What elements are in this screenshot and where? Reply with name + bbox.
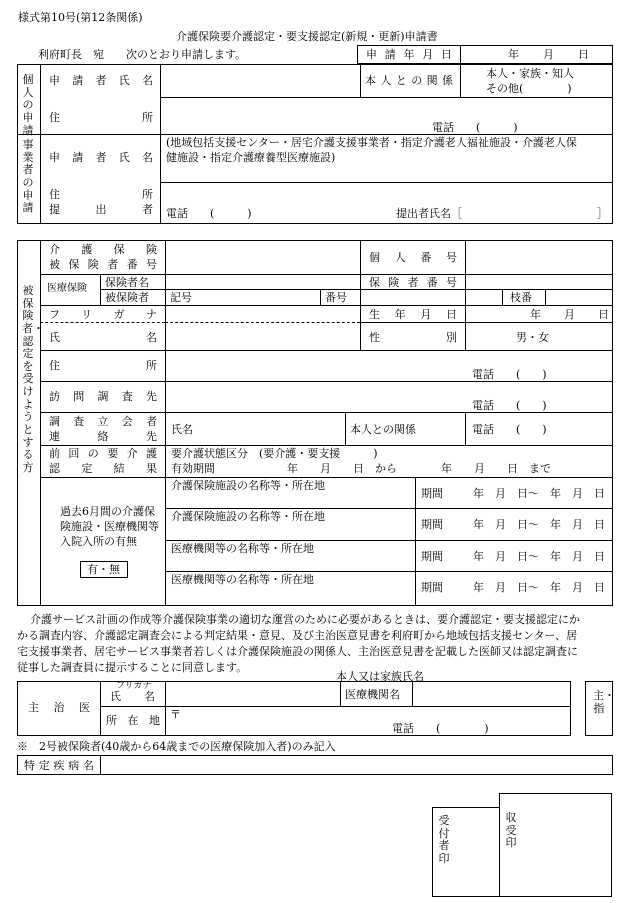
medical-insurance-label: 医療保険	[47, 283, 87, 294]
business-application-label: 事業者の申請	[22, 138, 34, 215]
receipt-label: 収受印	[505, 811, 517, 850]
doctor-label: 主治医	[28, 701, 90, 714]
relation-label: 本人との関係	[365, 74, 453, 87]
individual-application-label: 個人の申請	[22, 73, 34, 137]
sex-options: 男・女	[516, 331, 549, 344]
postal-mark: 〒	[170, 708, 181, 721]
submitter-name-label: 提出者氏名［	[396, 207, 462, 220]
application-form-page: 様式第10号(第12条関係) 介護保険要介護認定・要支援認定(新規・更新)申請書 利府町長 宛 次のとおり申請します。 申請年月日 年 月 日 個人の申請 申請者氏名 本人との関係 本人・家族・知人 その他( ) 住所 電話 ( ) 事業者の申請 申請者氏名 (地域包括支援センター・居宅介護支援事業者・指定介護老人福祉施設・介護老人保 健施設・指定介護療養型医療施設) 住所 提出者 電話 ( ) 提出者氏名［ ］ 被保険者・認定を受けようとする方 介護保険 被保険者番号 個人番号 医療保険 保険者名 保険者番号 被保険者 記号 番号 枝番 フリガナ 生年月日 年 月 日 氏名 性別 男・女 住所 電話 ( ) 訪問調査先 電話 ( ) 調査立会者 連絡先 氏名 本人との関係 電話 ( ) 前回の要介護 認定結果 要介護状態区分 (要介護・要支援 ) 有効期間 年 月 日 から 年 月 日 まで 過去6月間の介護保 険施設・医療機関等 入院入所の有無 有・無 介護保険施設の名称等・所在地 期間 年 月 日～ 年 月 日 介護保険施設の名称等・所在地 期間 年 月 日～ 年 月 日 医療機関等の名称等・所在地 期間 年 月 日～ 年 月 日 医療機関等の名称等・所在地 期間 年 月 日～ 年 月 日 介護サービス計画の作成等介護保険事業の適切な運営のために必要があるときは、要介護認定・要支援認定にか かる調査内容、介護認定調査会による判定結果・意見、及び主治医意見書を利府町から地域包括支援センター、居 宅支援事業者、居宅サービス事業者若しくは介護保険施設の関係人、主治医意見書を記載した医師又は認定調査に 従事した調査員に提示することに同意します。 本人又は家族氏名 主治医 フリガナ 氏名 医療機関名 所在地 〒 電話 ( ) 主・指 ※ 2号被保険者(40歳から64歳までの医療保険加入者)のみ記入 特定疾病名 受付者印 収受印	[0, 0, 630, 903]
personal-number-label: 個人番号	[369, 251, 457, 264]
form-number: 様式第10号(第12条関係)	[18, 11, 143, 24]
submitter-label: 提出者	[49, 203, 153, 216]
signature-label: 本人又は家族氏名	[336, 670, 424, 683]
business-phone: 電話 ( )	[166, 207, 252, 220]
name-ruby: フリガナ	[116, 681, 152, 691]
history-yes-no: 有・無	[87, 563, 120, 576]
consent-text-1: 介護サービス計画の作成等介護保険事業の適切な運営のために必要があるときは、要介護認定・要支援認定にか	[30, 613, 580, 626]
consent-text-2: かる調査内容、介護認定調査会による判定結果・意見、及び主治医意見書を利府町から地域包括支援センター、居	[17, 629, 578, 642]
receiver-label: 受付者印	[438, 814, 450, 865]
addressee-line: 利府町長 宛 次のとおり申請します。	[38, 48, 247, 61]
insured-section-label: 被保険者・認定を受けようとする方	[22, 284, 44, 474]
business-address-label: 住所	[49, 188, 153, 201]
applicant-address-label: 住所	[49, 111, 153, 124]
relation-options: 本人・家族・知人	[486, 67, 574, 80]
doctor-side-label: 主・指	[593, 689, 615, 715]
consent-text-3: 宅支援事業者、居宅サービス事業者若しくは介護保険施設の関係人、主治医意見書を記載した医師又は認定調査に	[17, 645, 578, 658]
applicant-phone: 電話 ( )	[432, 121, 518, 134]
disease-note: ※ 2号被保険者(40歳から64歳までの医療保険加入者)のみ記入	[17, 740, 336, 753]
relation-other: その他( )	[486, 82, 572, 95]
apply-date-label: 申請年月日	[366, 48, 452, 61]
disease-row	[17, 755, 613, 775]
form-title: 介護保険要介護認定・要支援認定(新規・更新)申請書	[176, 30, 438, 43]
consent-text-4: 従事した調査員に提示することに同意します。	[17, 661, 248, 674]
business-name-label: 申請者氏名	[49, 151, 153, 164]
disease-label: 特定疾病名	[24, 759, 94, 772]
applicant-name-label: 申請者氏名	[49, 74, 153, 87]
